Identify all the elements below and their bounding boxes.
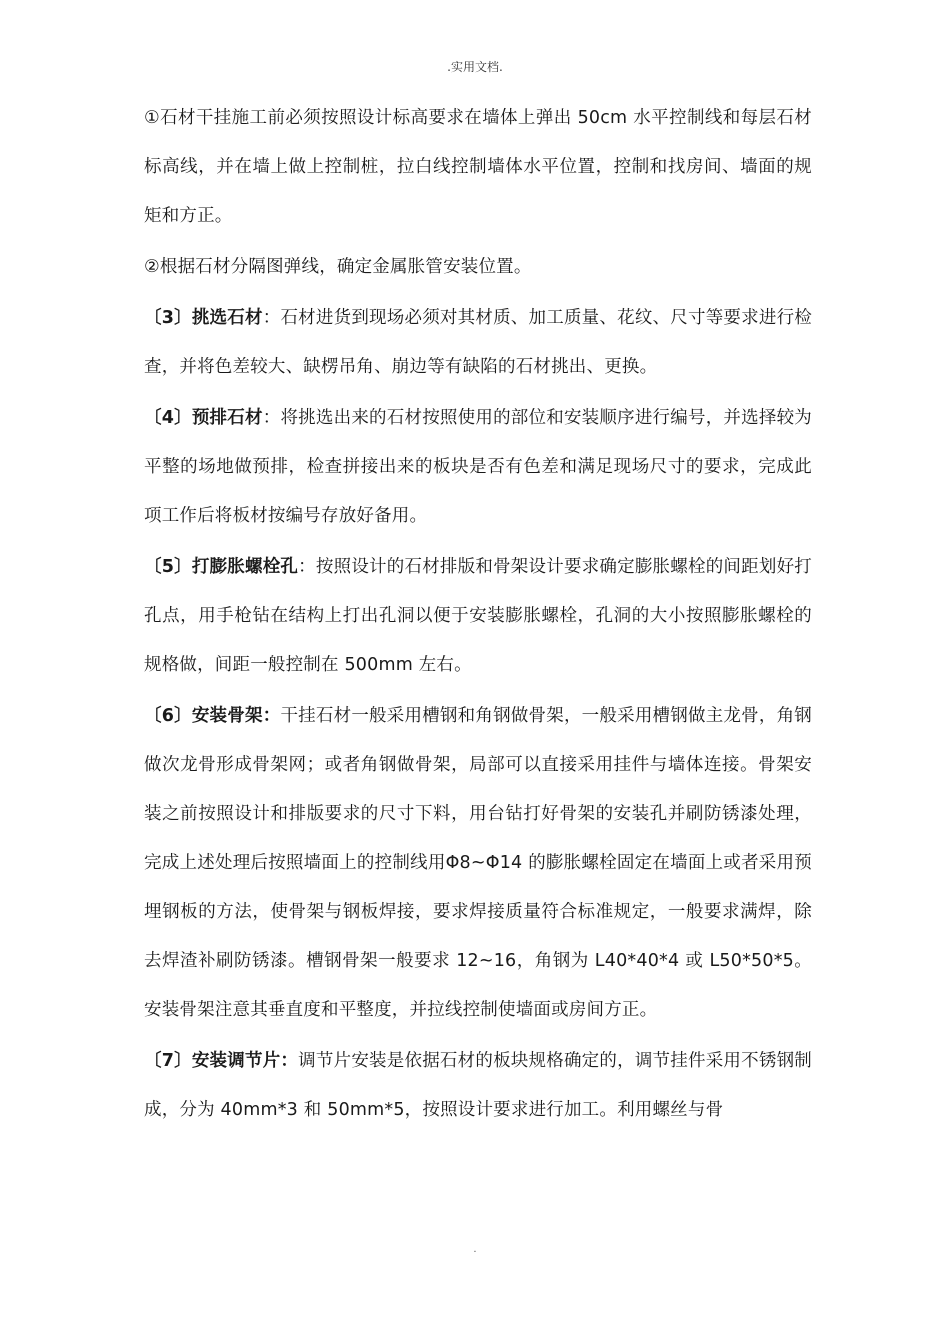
paragraph-heading: 〔4〕预排石材 xyxy=(144,408,263,428)
paragraph-step-2 xyxy=(144,243,812,292)
paragraph-heading: 〔6〕安装骨架： xyxy=(144,706,281,726)
paragraph-pre-arrange xyxy=(144,394,812,541)
paragraph-text: ②根据石材分隔图弹线，确定金属胀管安装位置。 xyxy=(144,257,532,277)
paragraph-text: ：将挑选出来的石材按照使用的部位和安装顺序进行编号，并选择较为平整的场地做预排，检查拼接出来的板块是否有色差和满足现场尺寸的要求，完成此项工作后将板材按编号存放好备用。 xyxy=(144,408,812,526)
paragraph-install-frame xyxy=(144,692,812,1035)
paragraph-heading: 〔5〕打膨胀螺栓孔 xyxy=(144,557,299,577)
paragraph-text: ：按照设计的石材排版和骨架设计要求确定膨胀螺栓的间距划好打孔点，用手枪钻在结构上打出孔洞以便于安装膨胀螺栓，孔洞的大小按照膨胀螺栓的规格做，间距一般控制在 500mm 左右。 xyxy=(144,557,812,675)
paragraph-drill-holes xyxy=(144,543,812,690)
paragraph-step-1 xyxy=(144,94,812,241)
paragraph-install-adjuster xyxy=(144,1037,812,1135)
paragraph-text: 干挂石材一般采用槽钢和角钢做骨架，一般采用槽钢做主龙骨，角钢做次龙骨形成骨架网；或者角钢做骨架，局部可以直接采用挂件与墙体连接。骨架安装之前按照设计和排版要求的尺寸下料，用台钻打好骨架的安装孔并刷防锈漆处理，完成上述处理后按照墙面上的控制线用Φ8~Φ14 的膨胀螺栓固定在墙面上或者采用预埋钢板的方法，使骨架与钢板焊接，要求焊接质量符合标准规定，一般要求满焊，除去焊渣补刷防锈漆。槽钢骨架一般要求 12~16，角钢为 L40*40*4 或 L50*50*5。安装骨架注意其垂直度和平整度，并拉线控制使墙面或房间方正。 xyxy=(144,706,812,1020)
page-footer: . xyxy=(473,1244,477,1255)
paragraph-text: ①石材干挂施工前必须按照设计标高要求在墙体上弹出 50cm 水平控制线和每层石材标高线，并在墙上做上控制桩，拉白线控制墙体水平位置，控制和找房间、墙面的规矩和方正。 xyxy=(144,108,812,226)
paragraph-text: 调节片安装是依据石材的板块规格确定的，调节挂件采用不锈钢制成，分为 40mm*3 和 50mm*5，按照设计要求进行加工。利用螺丝与骨 xyxy=(144,1051,812,1120)
document-body xyxy=(144,94,812,1135)
page-header: .实用文档. xyxy=(447,60,503,74)
paragraph-select-stone xyxy=(144,294,812,392)
paragraph-heading: 〔3〕挑选石材 xyxy=(144,308,263,328)
paragraph-text: ：石材进货到现场必须对其材质、加工质量、花纹、尺寸等要求进行检查，并将色差较大、缺楞吊角、崩边等有缺陷的石材挑出、更换。 xyxy=(144,308,812,377)
paragraph-heading: 〔7〕安装调节片： xyxy=(144,1051,299,1071)
